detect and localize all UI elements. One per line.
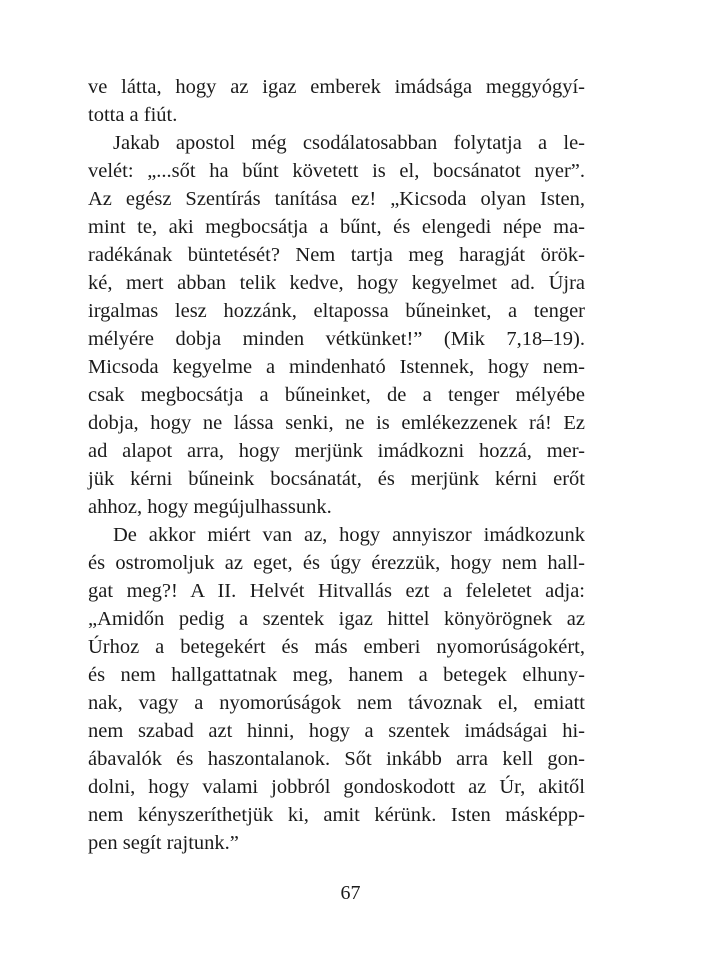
page-number: 67 <box>340 882 361 904</box>
text-line: és ostromoljuk az eget, és úgy érezzük, hogy nem hall- <box>88 552 585 574</box>
text-line: irgalmas lesz hozzánk, eltapossa bűneinket, a tenger <box>88 300 585 322</box>
text-line: ve látta, hogy az igaz emberek imádsága meggyógyí- <box>88 76 585 98</box>
text-line: gat meg?! A II. Helvét Hitvallás ezt a feleletet adja: <box>88 580 585 602</box>
text-line: dolni, hogy valami jobbról gondoskodott az Úr, akitől <box>88 776 585 798</box>
text-line: Jakab apostol még csodálatosabban folytatja a le- <box>113 132 585 154</box>
text-line: ahhoz, hogy megújulhassunk. <box>88 496 332 518</box>
text-line: ad alapot arra, hogy merjünk imádkozni hozzá, mer- <box>88 440 585 462</box>
text-line: Az egész Szentírás tanítása ez! „Kicsoda olyan Isten, <box>88 188 585 210</box>
text-line: csak megbocsátja a bűneinket, de a tenger mélyébe <box>88 384 585 406</box>
text-line: pen segít rajtunk.” <box>88 832 239 854</box>
text-line: „Amidőn pedig a szentek igaz hittel könyörögnek az <box>88 608 585 630</box>
text-line: Úrhoz a betegekért és más emberi nyomorúságokért, <box>88 636 585 658</box>
text-line: totta a fiút. <box>88 104 178 126</box>
text-line: Micsoda kegyelme a mindenható Istennek, hogy nem- <box>88 356 585 378</box>
text-line: De akkor miért van az, hogy annyiszor imádkozunk <box>113 524 585 546</box>
text-line: velét: „...sőt ha bűnt követett is el, bocsánatot nyer”. <box>88 160 585 182</box>
text-line: nem szabad azt hinni, hogy a szentek imádságai hi- <box>88 720 585 742</box>
text-line: ábavalók és haszontalanok. Sőt inkább arra kell gon- <box>88 748 585 770</box>
text-line: nem kényszeríthetjük ki, amit kérünk. Isten másképp- <box>88 804 585 826</box>
text-line: és nem hallgattatnak meg, hanem a betegek elhuny- <box>88 664 585 686</box>
text-line: mélyére dobja minden vétkünket!” (Mik 7,18–19). <box>88 328 585 350</box>
text-line: ké, mert abban telik kedve, hogy kegyelmet ad. Újra <box>88 272 585 294</box>
text-line: dobja, hogy ne lássa senki, ne is emlékezzenek rá! Ez <box>88 412 585 434</box>
text-line: jük kérni bűneink bocsánatát, és merjünk kérni erőt <box>88 468 585 490</box>
text-line: radékának büntetését? Nem tartja meg haragját örök- <box>88 244 585 266</box>
text-line: nak, vagy a nyomorúságok nem távoznak el, emiatt <box>88 692 585 714</box>
text-line: mint te, aki megbocsátja a bűnt, és elengedi népe ma- <box>88 216 585 238</box>
